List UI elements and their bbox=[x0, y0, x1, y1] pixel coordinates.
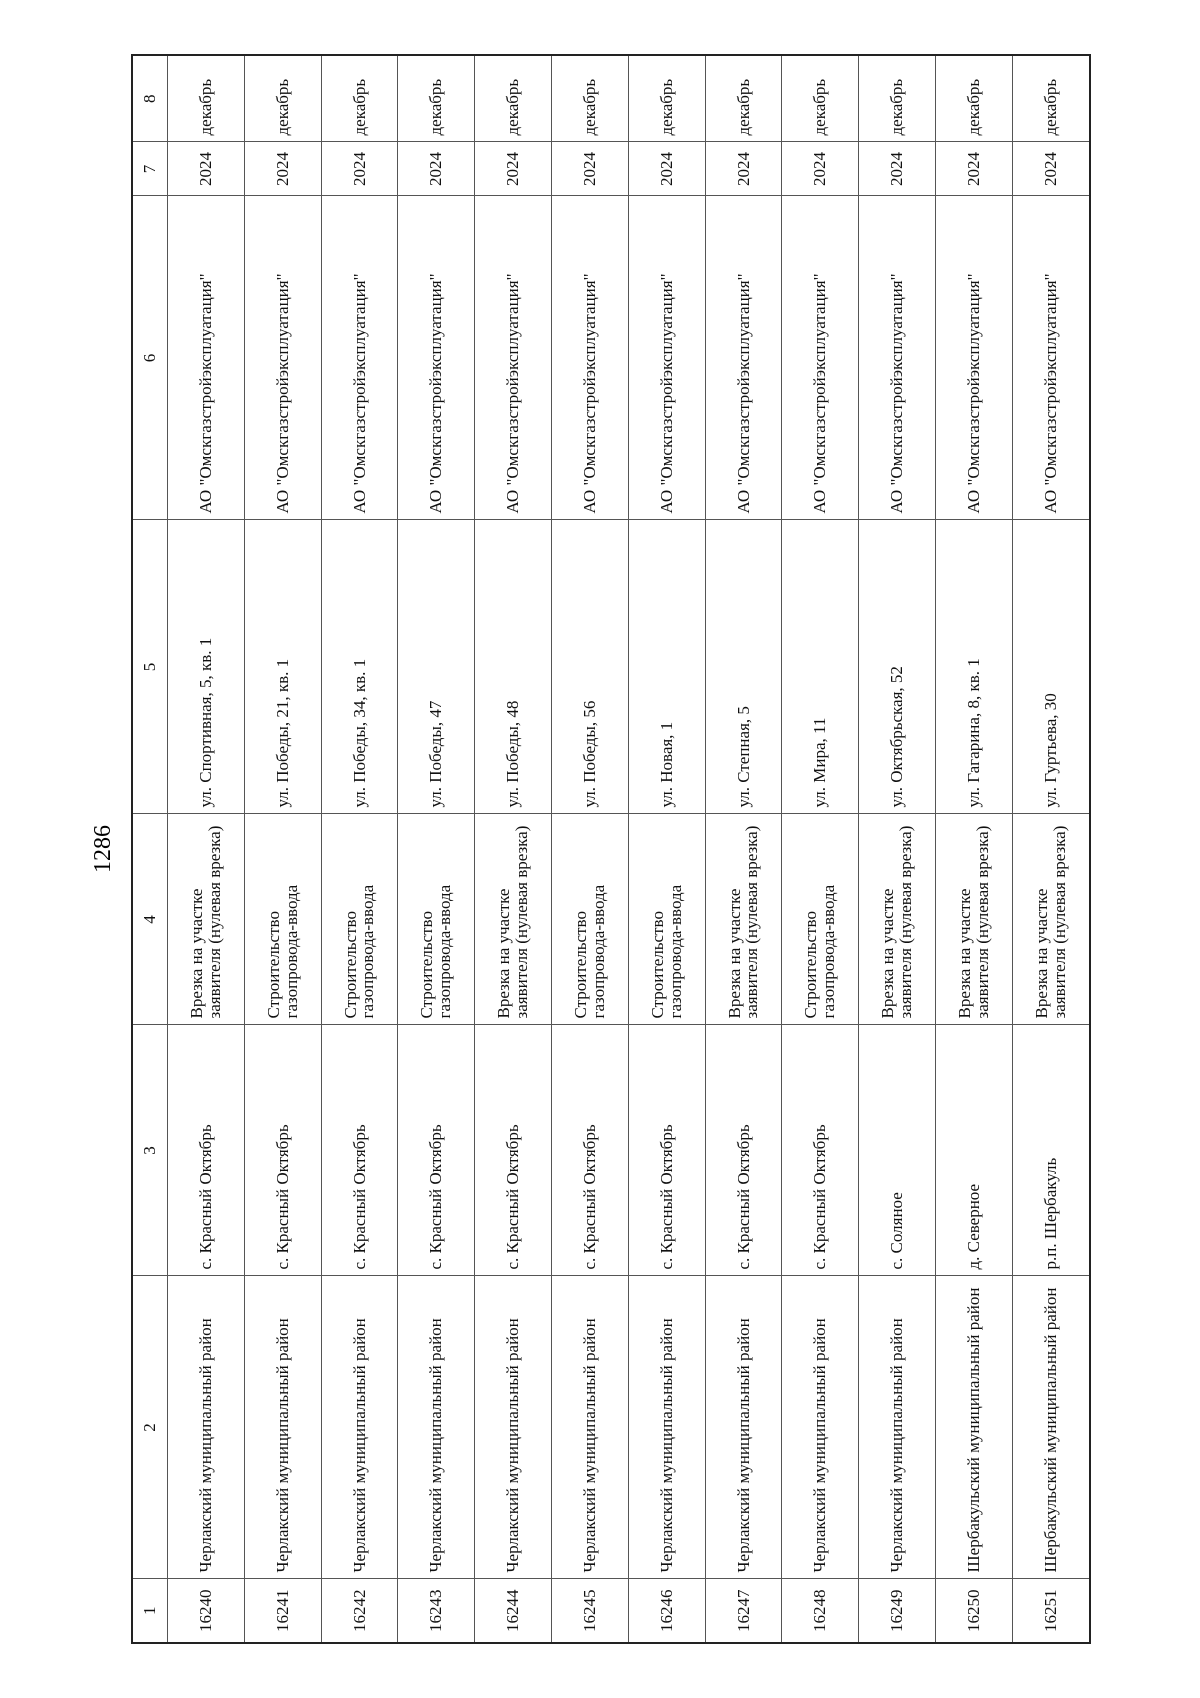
month-cell: декабрь bbox=[168, 55, 245, 142]
address-cell: ул. Новая, 1 bbox=[628, 520, 705, 814]
row-number-cell: 16241 bbox=[244, 1579, 321, 1643]
address-cell: ул. Победы, 56 bbox=[551, 520, 628, 814]
month-cell: декабрь bbox=[782, 55, 859, 142]
month-cell: декабрь bbox=[1012, 55, 1090, 142]
row-number-cell: 16242 bbox=[321, 1579, 398, 1643]
address-cell: ул. Гуртьева, 30 bbox=[1012, 520, 1090, 814]
work-type-cell: Строительство газопровода-ввода bbox=[551, 814, 628, 1025]
table-row bbox=[244, 55, 321, 1643]
table-row bbox=[705, 55, 782, 1643]
table-row bbox=[935, 55, 1012, 1643]
address-cell: ул. Степная, 5 bbox=[705, 520, 782, 814]
work-type-cell: Строительство газопровода-ввода bbox=[398, 814, 475, 1025]
settlement-cell: с. Красный Октябрь bbox=[628, 1025, 705, 1276]
year-cell: 2024 bbox=[935, 142, 1012, 196]
address-cell: ул. Победы, 48 bbox=[475, 520, 552, 814]
year-cell: 2024 bbox=[551, 142, 628, 196]
work-type-cell: Врезка на участке заявителя (нулевая врезка) bbox=[859, 814, 936, 1025]
contractor-cell: АО "Омскгазстройэксплуатация" bbox=[1012, 196, 1090, 520]
month-cell: декабрь bbox=[398, 55, 475, 142]
row-number-cell: 16249 bbox=[859, 1579, 936, 1643]
work-type-cell: Врезка на участке заявителя (нулевая врезка) bbox=[1012, 814, 1090, 1025]
year-cell: 2024 bbox=[705, 142, 782, 196]
column-header-8: 8 bbox=[132, 55, 168, 142]
table-row bbox=[321, 55, 398, 1643]
work-type-cell: Строительство газопровода-ввода bbox=[782, 814, 859, 1025]
column-header-3: 3 bbox=[132, 1025, 168, 1276]
contractor-cell: АО "Омскгазстройэксплуатация" bbox=[475, 196, 552, 520]
district-cell: Черлакский муниципальный район bbox=[782, 1276, 859, 1579]
work-type-cell: Врезка на участке заявителя (нулевая врезка) bbox=[475, 814, 552, 1025]
row-number-cell: 16243 bbox=[398, 1579, 475, 1643]
contractor-cell: АО "Омскгазстройэксплуатация" bbox=[705, 196, 782, 520]
table-row bbox=[168, 55, 245, 1643]
work-type-cell: Врезка на участке заявителя (нулевая врезка) bbox=[168, 814, 245, 1025]
row-number-cell: 16247 bbox=[705, 1579, 782, 1643]
settlement-cell: с. Красный Октябрь bbox=[244, 1025, 321, 1276]
year-cell: 2024 bbox=[628, 142, 705, 196]
district-cell: Черлакский муниципальный район bbox=[398, 1276, 475, 1579]
address-cell: ул. Победы, 34, кв. 1 bbox=[321, 520, 398, 814]
work-type-cell: Строительство газопровода-ввода bbox=[321, 814, 398, 1025]
column-header-4: 4 bbox=[132, 814, 168, 1025]
year-cell: 2024 bbox=[244, 142, 321, 196]
column-header-2: 2 bbox=[132, 1276, 168, 1579]
district-cell: Черлакский муниципальный район bbox=[244, 1276, 321, 1579]
year-cell: 2024 bbox=[859, 142, 936, 196]
contractor-cell: АО "Омскгазстройэксплуатация" bbox=[628, 196, 705, 520]
contractor-cell: АО "Омскгазстройэксплуатация" bbox=[398, 196, 475, 520]
year-cell: 2024 bbox=[782, 142, 859, 196]
month-cell: декабрь bbox=[705, 55, 782, 142]
month-cell: декабрь bbox=[935, 55, 1012, 142]
column-header-7: 7 bbox=[132, 142, 168, 196]
settlement-cell: с. Красный Октябрь bbox=[551, 1025, 628, 1276]
address-cell: ул. Победы, 21, кв. 1 bbox=[244, 520, 321, 814]
work-type-cell: Врезка на участке заявителя (нулевая врезка) bbox=[705, 814, 782, 1025]
month-cell: декабрь bbox=[475, 55, 552, 142]
data-table bbox=[131, 54, 1091, 1644]
column-header-1: 1 bbox=[132, 1579, 168, 1643]
contractor-cell: АО "Омскгазстройэксплуатация" bbox=[935, 196, 1012, 520]
contractor-cell: АО "Омскгазстройэксплуатация" bbox=[244, 196, 321, 520]
contractor-cell: АО "Омскгазстройэксплуатация" bbox=[168, 196, 245, 520]
settlement-cell: р.п. Шербакуль bbox=[1012, 1025, 1090, 1276]
work-type-cell: Строительство газопровода-ввода bbox=[244, 814, 321, 1025]
table-row bbox=[475, 55, 552, 1643]
settlement-cell: с. Соляное bbox=[859, 1025, 936, 1276]
district-cell: Черлакский муниципальный район bbox=[321, 1276, 398, 1579]
settlement-cell: с. Красный Октябрь bbox=[475, 1025, 552, 1276]
table-header-row bbox=[132, 55, 168, 1643]
address-cell: ул. Октябрьская, 52 bbox=[859, 520, 936, 814]
work-type-cell: Врезка на участке заявителя (нулевая врезка) bbox=[935, 814, 1012, 1025]
settlement-cell: с. Красный Октябрь bbox=[321, 1025, 398, 1276]
table-container bbox=[131, 56, 1091, 1644]
page-number: 1286 bbox=[89, 825, 116, 873]
district-cell: Черлакский муниципальный район bbox=[475, 1276, 552, 1579]
row-number-cell: 16244 bbox=[475, 1579, 552, 1643]
settlement-cell: с. Красный Октябрь bbox=[168, 1025, 245, 1276]
settlement-cell: с. Красный Октябрь bbox=[782, 1025, 859, 1276]
district-cell: Шербакульский муниципальный район bbox=[1012, 1276, 1090, 1579]
month-cell: декабрь bbox=[244, 55, 321, 142]
district-cell: Черлакский муниципальный район bbox=[168, 1276, 245, 1579]
month-cell: декабрь bbox=[859, 55, 936, 142]
column-header-6: 6 bbox=[132, 196, 168, 520]
row-number-cell: 16246 bbox=[628, 1579, 705, 1643]
table-row bbox=[782, 55, 859, 1643]
year-cell: 2024 bbox=[475, 142, 552, 196]
address-cell: ул. Мира, 11 bbox=[782, 520, 859, 814]
district-cell: Черлакский муниципальный район bbox=[551, 1276, 628, 1579]
month-cell: декабрь bbox=[628, 55, 705, 142]
table-body bbox=[168, 55, 1091, 1643]
settlement-cell: д. Северное bbox=[935, 1025, 1012, 1276]
address-cell: ул. Гагарина, 8, кв. 1 bbox=[935, 520, 1012, 814]
row-number-cell: 16245 bbox=[551, 1579, 628, 1643]
year-cell: 2024 bbox=[321, 142, 398, 196]
row-number-cell: 16251 bbox=[1012, 1579, 1090, 1643]
table-row bbox=[551, 55, 628, 1643]
address-cell: ул. Спортивная, 5, кв. 1 bbox=[168, 520, 245, 814]
district-cell: Черлакский муниципальный район bbox=[628, 1276, 705, 1579]
month-cell: декабрь bbox=[551, 55, 628, 142]
year-cell: 2024 bbox=[398, 142, 475, 196]
year-cell: 2024 bbox=[168, 142, 245, 196]
table-row bbox=[398, 55, 475, 1643]
district-cell: Шербакульский муниципальный район bbox=[935, 1276, 1012, 1579]
column-header-5: 5 bbox=[132, 520, 168, 814]
table-row bbox=[859, 55, 936, 1643]
district-cell: Черлакский муниципальный район bbox=[705, 1276, 782, 1579]
district-cell: Черлакский муниципальный район bbox=[859, 1276, 936, 1579]
month-cell: декабрь bbox=[321, 55, 398, 142]
settlement-cell: с. Красный Октябрь bbox=[398, 1025, 475, 1276]
settlement-cell: с. Красный Октябрь bbox=[705, 1025, 782, 1276]
year-cell: 2024 bbox=[1012, 142, 1090, 196]
table-row bbox=[628, 55, 705, 1643]
contractor-cell: АО "Омскгазстройэксплуатация" bbox=[321, 196, 398, 520]
row-number-cell: 16248 bbox=[782, 1579, 859, 1643]
work-type-cell: Строительство газопровода-ввода bbox=[628, 814, 705, 1025]
address-cell: ул. Победы, 47 bbox=[398, 520, 475, 814]
row-number-cell: 16240 bbox=[168, 1579, 245, 1643]
contractor-cell: АО "Омскгазстройэксплуатация" bbox=[551, 196, 628, 520]
contractor-cell: АО "Омскгазстройэксплуатация" bbox=[859, 196, 936, 520]
row-number-cell: 16250 bbox=[935, 1579, 1012, 1643]
table-row bbox=[1012, 55, 1090, 1643]
contractor-cell: АО "Омскгазстройэксплуатация" bbox=[782, 196, 859, 520]
